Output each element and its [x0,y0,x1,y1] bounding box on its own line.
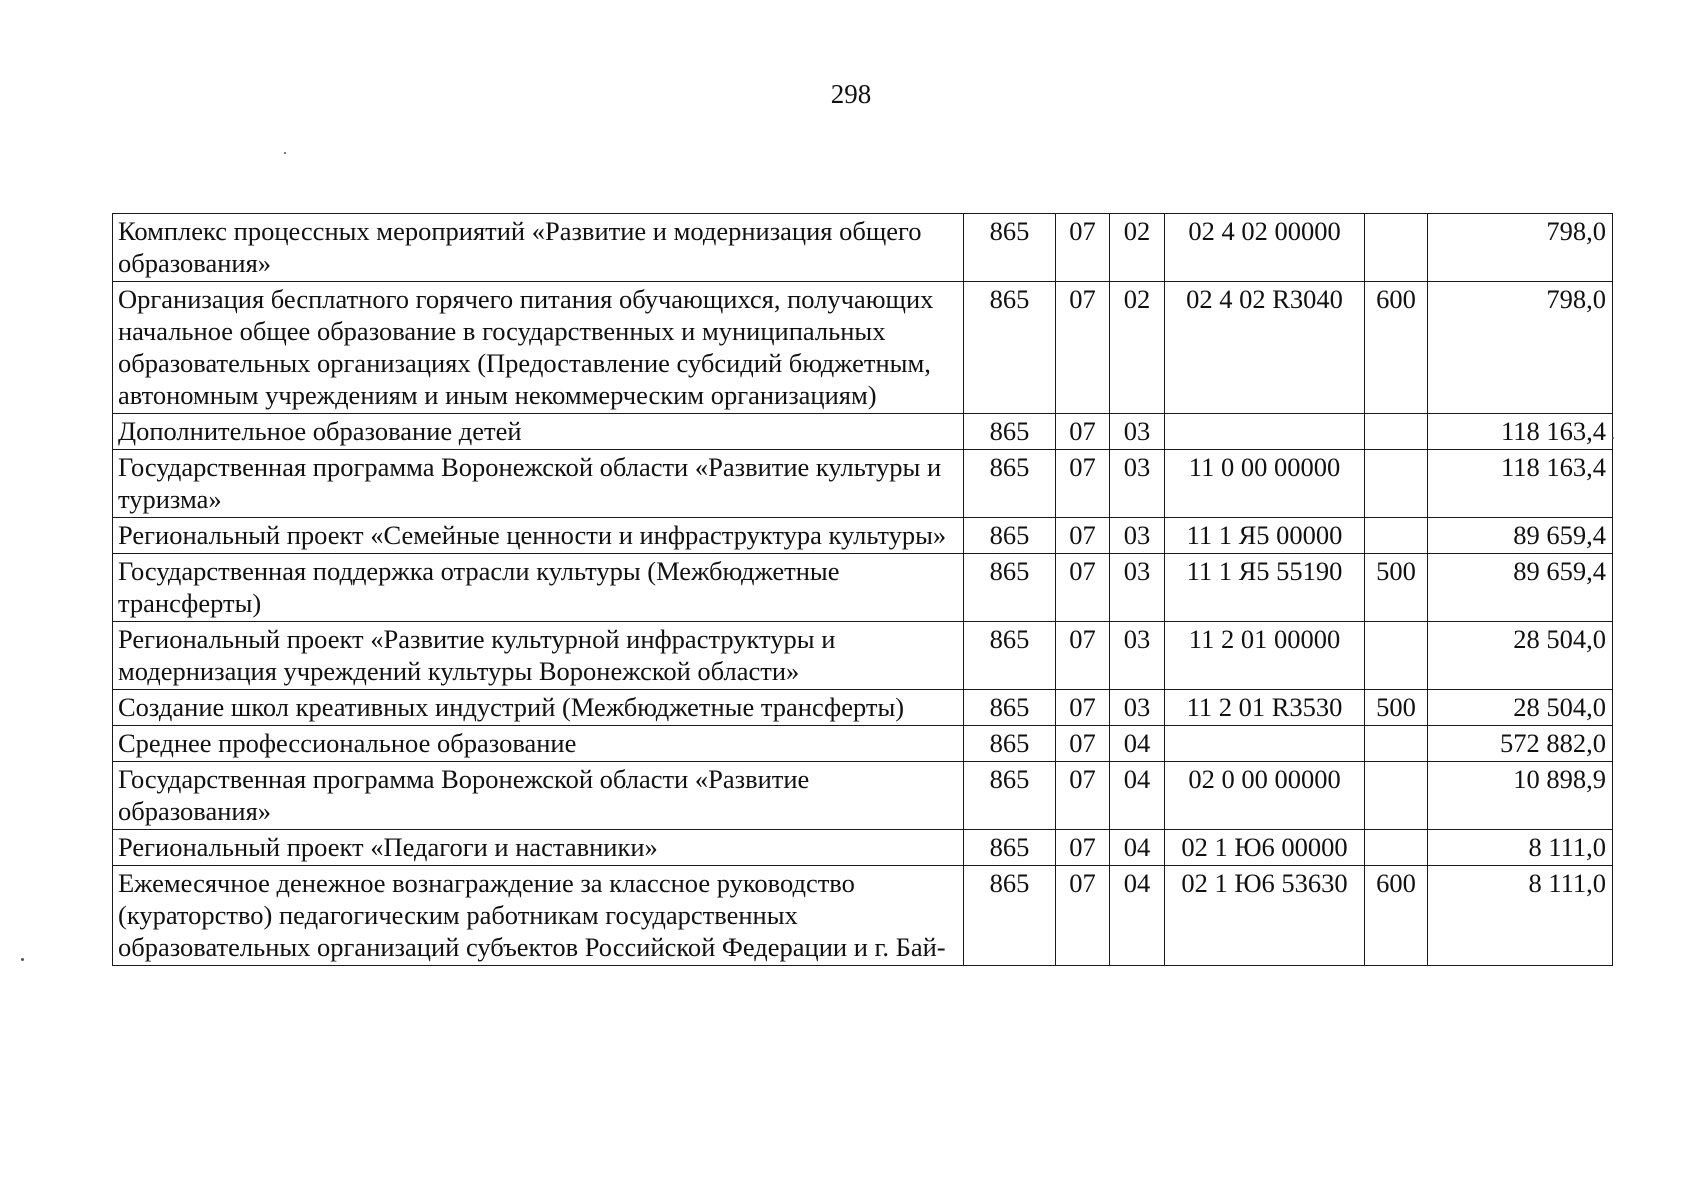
table-row [113,622,1613,690]
row-vr-cell [1365,726,1428,762]
row-grbs-cell: 865 [964,214,1056,282]
table-row [113,518,1613,554]
row-pr-cell: 04 [1110,830,1165,866]
row-grbs-cell: 865 [964,726,1056,762]
page-number: 298 [830,79,872,109]
row-csr-cell: 11 1 Я5 55190 [1165,554,1365,622]
row-rz-cell: 07 [1056,690,1110,726]
row-name-cell: Региональный проект «Семейные ценности и инфраструктура культуры» [113,518,964,554]
table-row [113,690,1613,726]
table-row [113,282,1613,414]
row-csr-cell: 02 1 Ю6 53630 [1165,866,1365,966]
row-grbs-cell: 865 [964,554,1056,622]
row-vr-cell: 500 [1365,554,1428,622]
row-sum-cell: 89 659,4 [1428,518,1613,554]
row-name-cell: Региональный проект «Педагоги и наставники» [113,830,964,866]
row-vr-cell [1365,414,1428,450]
row-rz-cell: 07 [1056,622,1110,690]
row-pr-cell: 04 [1110,762,1165,830]
table-row [113,554,1613,622]
row-grbs-cell: 865 [964,450,1056,518]
row-vr-cell: 500 [1365,690,1428,726]
row-rz-cell: 07 [1056,762,1110,830]
row-csr-cell: 11 1 Я5 00000 [1165,518,1365,554]
row-name-cell: Создание школ креативных индустрий (Межбюджетные трансферты) [113,690,964,726]
row-sum-cell: 572 882,0 [1428,726,1613,762]
row-rz-cell: 07 [1056,830,1110,866]
row-pr-cell: 04 [1110,726,1165,762]
row-pr-cell: 03 [1110,450,1165,518]
row-pr-cell: 03 [1110,622,1165,690]
row-grbs-cell: 865 [964,282,1056,414]
row-sum-cell: 8 111,0 [1428,866,1613,966]
row-sum-cell: 118 163,4 [1428,450,1613,518]
table-body [113,214,1613,966]
table-row [113,414,1613,450]
row-sum-cell: 798,0 [1428,282,1613,414]
row-sum-cell: 798,0 [1428,214,1613,282]
scan-speck [284,152,286,154]
row-csr-cell: 11 2 01 R3530 [1165,690,1365,726]
row-vr-cell: 600 [1365,866,1428,966]
scan-speck [1612,437,1614,439]
table-row [113,726,1613,762]
row-sum-cell: 10 898,9 [1428,762,1613,830]
row-csr-cell: 02 0 00 00000 [1165,762,1365,830]
row-name-cell: Ежемесячное денежное вознаграждение за классное руководство (кураторство) педагогическим работникам государственных образовательных организаций субъектов Российской Федерации и г. Бай- [113,866,964,966]
row-grbs-cell: 865 [964,622,1056,690]
row-pr-cell: 02 [1110,214,1165,282]
row-name-cell: Дополнительное образование детей [113,414,964,450]
row-name-cell: Организация бесплатного горячего питания обучающихся, получающих начальное общее образование в государственных и муниципальных образовательных организациях (Предоставление субсидий бюджетным, автономным учреждениям и иным некоммерческим организациям) [113,282,964,414]
row-vr-cell: 600 [1365,282,1428,414]
row-vr-cell [1365,518,1428,554]
row-sum-cell: 8 111,0 [1428,830,1613,866]
row-rz-cell: 07 [1056,282,1110,414]
row-csr-cell: 02 4 02 00000 [1165,214,1365,282]
table-row [113,450,1613,518]
row-rz-cell: 07 [1056,866,1110,966]
row-pr-cell: 03 [1110,554,1165,622]
row-sum-cell: 28 504,0 [1428,622,1613,690]
table-row [113,762,1613,830]
row-name-cell: Государственная программа Воронежской области «Развитие образования» [113,762,964,830]
budget-table [112,213,1613,966]
row-csr-cell: 02 1 Ю6 00000 [1165,830,1365,866]
row-vr-cell [1365,762,1428,830]
table-row [113,214,1613,282]
row-rz-cell: 07 [1056,554,1110,622]
row-vr-cell [1365,830,1428,866]
row-grbs-cell: 865 [964,762,1056,830]
row-name-cell: Государственная поддержка отрасли культуры (Межбюджетные трансферты) [113,554,964,622]
row-csr-cell: 11 0 00 00000 [1165,450,1365,518]
row-grbs-cell: 865 [964,690,1056,726]
row-csr-cell [1165,726,1365,762]
row-vr-cell [1365,214,1428,282]
table-row [113,866,1613,966]
row-rz-cell: 07 [1056,450,1110,518]
row-name-cell: Комплекс процессных мероприятий «Развитие и модернизация общего образования» [113,214,964,282]
row-grbs-cell: 865 [964,830,1056,866]
row-pr-cell: 04 [1110,866,1165,966]
row-grbs-cell: 865 [964,518,1056,554]
row-sum-cell: 28 504,0 [1428,690,1613,726]
row-pr-cell: 03 [1110,414,1165,450]
row-pr-cell: 02 [1110,282,1165,414]
row-rz-cell: 07 [1056,518,1110,554]
row-vr-cell [1365,622,1428,690]
row-name-cell: Среднее профессиональное образование [113,726,964,762]
row-name-cell: Региональный проект «Развитие культурной инфраструктуры и модернизация учреждений культуры Воронежской области» [113,622,964,690]
row-csr-cell [1165,414,1365,450]
row-rz-cell: 07 [1056,214,1110,282]
row-pr-cell: 03 [1110,518,1165,554]
table-row [113,830,1613,866]
row-vr-cell [1365,450,1428,518]
row-pr-cell: 03 [1110,690,1165,726]
row-rz-cell: 07 [1056,726,1110,762]
scan-speck [21,958,24,961]
row-grbs-cell: 865 [964,866,1056,966]
row-csr-cell: 02 4 02 R3040 [1165,282,1365,414]
row-rz-cell: 07 [1056,414,1110,450]
row-grbs-cell: 865 [964,414,1056,450]
row-sum-cell: 118 163,4 [1428,414,1613,450]
row-name-cell: Государственная программа Воронежской области «Развитие культуры и туризма» [113,450,964,518]
row-csr-cell: 11 2 01 00000 [1165,622,1365,690]
row-sum-cell: 89 659,4 [1428,554,1613,622]
